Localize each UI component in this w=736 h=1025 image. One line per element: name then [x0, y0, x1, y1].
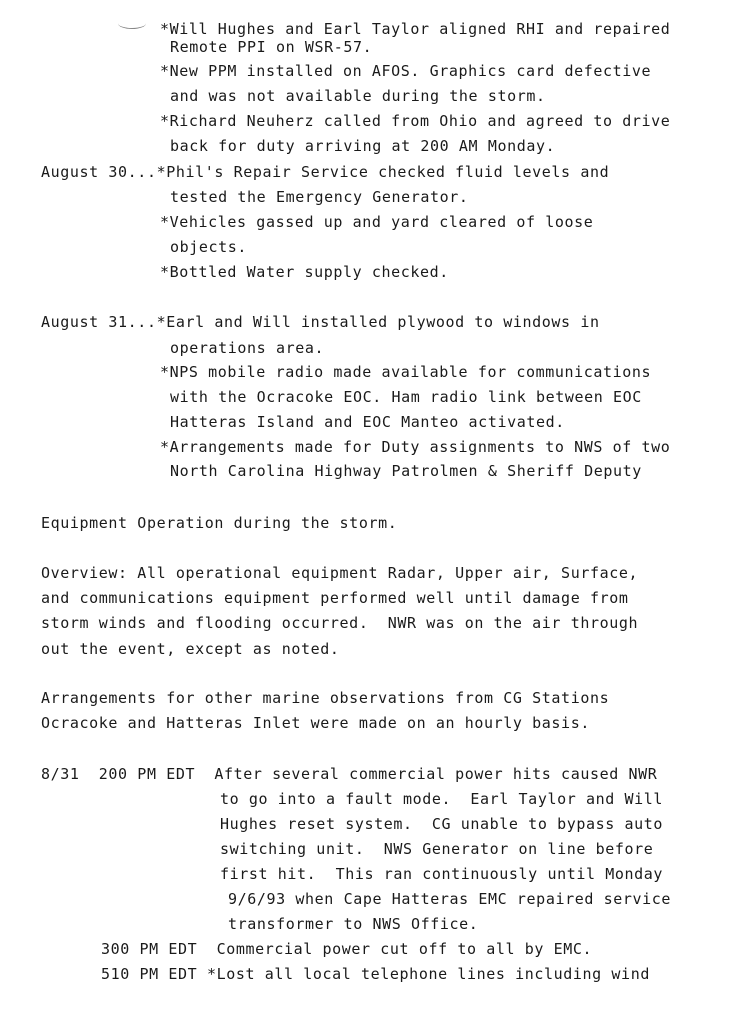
log-entry-line: first hit. This ran continuously until Monday: [220, 865, 664, 883]
log-entry-line: 9/6/93 when Cape Hatteras EMC repaired service: [228, 890, 672, 908]
text-line: North Carolina Highway Patrolmen & Sheriff Deputy: [170, 462, 642, 480]
text-line: *Vehicles gassed up and yard cleared of loose: [160, 213, 594, 231]
text-line: *Richard Neuherz called from Ohio and agreed to drive: [160, 112, 671, 130]
log-entry-line: to go into a fault mode. Earl Taylor and Will: [220, 790, 664, 808]
text-line: *Will Hughes and Earl Taylor aligned RHI and repaired: [160, 20, 671, 38]
text-line: tested the Emergency Generator.: [170, 188, 469, 206]
text-line: Hatteras Island and EOC Manteo activated.: [170, 413, 565, 431]
text-line: *NPS mobile radio made available for communications: [160, 363, 652, 381]
text-line: Arrangements for other marine observations from CG Stations: [41, 689, 610, 707]
text-line: *Bottled Water supply checked.: [160, 263, 449, 281]
log-entry-line: transformer to NWS Office.: [228, 915, 479, 933]
scan-mark: [118, 18, 146, 29]
log-entry-line: 8/31 200 PM EDT After several commercial power hits caused NWR: [41, 765, 658, 783]
text-line: objects.: [170, 238, 248, 256]
section-heading: Equipment Operation during the storm.: [41, 514, 398, 532]
log-entry-line: 510 PM EDT *Lost all local telephone lines including wind: [101, 965, 650, 983]
text-line: operations area.: [170, 339, 325, 357]
text-line: Overview: All operational equipment Radar, Upper air, Surface,: [41, 564, 639, 582]
text-line: storm winds and flooding occurred. NWR was on the air through: [41, 614, 639, 632]
log-entry-line: switching unit. NWS Generator on line before: [220, 840, 654, 858]
text-line: Remote PPI on WSR-57.: [170, 38, 373, 56]
log-entry-line: Hughes reset system. CG unable to bypass auto: [220, 815, 664, 833]
text-line: and communications equipment performed well until damage from: [41, 589, 629, 607]
text-line: and was not available during the storm.: [170, 87, 546, 105]
log-entry-line: 300 PM EDT Commercial power cut off to all by EMC.: [101, 940, 593, 958]
text-line: August 31...*Earl and Will installed plywood to windows in: [41, 313, 600, 331]
text-line: August 30...*Phil's Repair Service checked fluid levels and: [41, 163, 610, 181]
text-line: *Arrangements made for Duty assignments to NWS of two: [160, 438, 671, 456]
text-line: back for duty arriving at 200 AM Monday.: [170, 137, 556, 155]
text-line: Ocracoke and Hatteras Inlet were made on an hourly basis.: [41, 714, 590, 732]
text-line: out the event, except as noted.: [41, 640, 340, 658]
text-line: with the Ocracoke EOC. Ham radio link between EOC: [170, 388, 642, 406]
text-line: *New PPM installed on AFOS. Graphics card defective: [160, 62, 652, 80]
